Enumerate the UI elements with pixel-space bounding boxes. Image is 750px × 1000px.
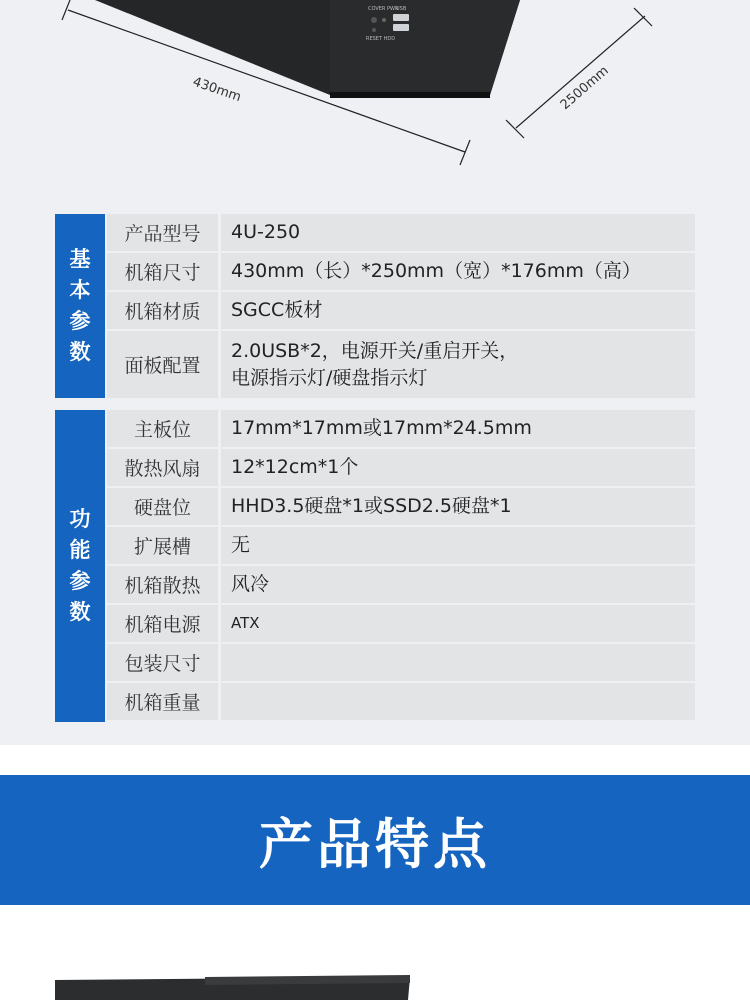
table-row [107, 527, 695, 564]
table-row [107, 488, 695, 525]
front-panel-top-right-text: USB [396, 6, 407, 12]
power-led-icon [382, 18, 386, 22]
spec-key: 散热风扇 [107, 449, 218, 486]
function-params-group-label-text: 功能参数 [69, 507, 91, 624]
table-row [107, 566, 695, 603]
depth-dimension-line [516, 16, 645, 128]
width-dimension-label: 430mm [190, 74, 243, 106]
spec-value: ATX [221, 605, 695, 642]
chassis-preview-drawing [0, 905, 750, 1000]
table-row [107, 331, 695, 398]
chassis-preview-image [0, 905, 750, 1000]
spec-key: 扩展槽 [107, 527, 218, 564]
spec-value: 2.0USB*2，电源开关/重启开关， 电源指示灯/硬盘指示灯 [221, 331, 695, 398]
basic-params-group-label [55, 214, 105, 398]
function-params-group-label [55, 410, 105, 722]
spec-key: 机箱电源 [107, 605, 218, 642]
basic-params-table [55, 214, 695, 398]
table-row [107, 644, 695, 681]
table-row [107, 253, 695, 290]
usb-port-icon [393, 24, 409, 31]
depth-dimension-label: 2500mm [557, 63, 612, 114]
spec-value: SGCC板材 [221, 292, 695, 329]
function-params-table [55, 410, 695, 722]
table-row [107, 449, 695, 486]
basic-params-group-label-text: 基本参数 [69, 247, 91, 364]
spec-key: 机箱重量 [107, 683, 218, 720]
reset-button-icon [372, 28, 376, 32]
section-divider [0, 745, 750, 775]
features-banner-title: 产品特点 [259, 812, 491, 876]
chassis-front-panel [330, 0, 520, 95]
basic-params-rows [107, 214, 695, 398]
power-button-icon [371, 17, 377, 23]
spec-value: 12*12cm*1个 [221, 449, 695, 486]
chassis-drawing [0, 0, 750, 200]
width-dimension-tick [460, 140, 470, 165]
features-banner [0, 775, 750, 905]
spec-value [221, 683, 695, 720]
spec-value: 无 [221, 527, 695, 564]
spec-value [221, 644, 695, 681]
table-row [107, 605, 695, 642]
spec-key: 硬盘位 [107, 488, 218, 525]
chassis-dimension-illustration [0, 0, 750, 200]
spec-value: HHD3.5硬盘*1或SSD2.5硬盘*1 [221, 488, 695, 525]
table-row [107, 410, 695, 447]
table-row [107, 292, 695, 329]
spec-value: 风冷 [221, 566, 695, 603]
table-row [107, 683, 695, 720]
spec-key: 机箱尺寸 [107, 253, 218, 290]
spec-value: 430mm（长）*250mm（宽）*176mm（高） [221, 253, 695, 290]
spec-value: 4U-250 [221, 214, 695, 251]
spec-key: 主板位 [107, 410, 218, 447]
spec-key: 机箱散热 [107, 566, 218, 603]
usb-port-icon [393, 14, 409, 21]
function-params-rows [107, 410, 695, 720]
front-panel-bottom-text: RESET HDD [366, 36, 396, 42]
spec-key: 机箱材质 [107, 292, 218, 329]
table-row [107, 214, 695, 251]
chassis-base [330, 92, 490, 98]
front-panel-top-left-text: COVER PWR [368, 6, 399, 12]
spec-key: 产品型号 [107, 214, 218, 251]
spec-key: 面板配置 [107, 331, 218, 398]
spec-value: 17mm*17mm或17mm*24.5mm [221, 410, 695, 447]
spec-key: 包装尺寸 [107, 644, 218, 681]
